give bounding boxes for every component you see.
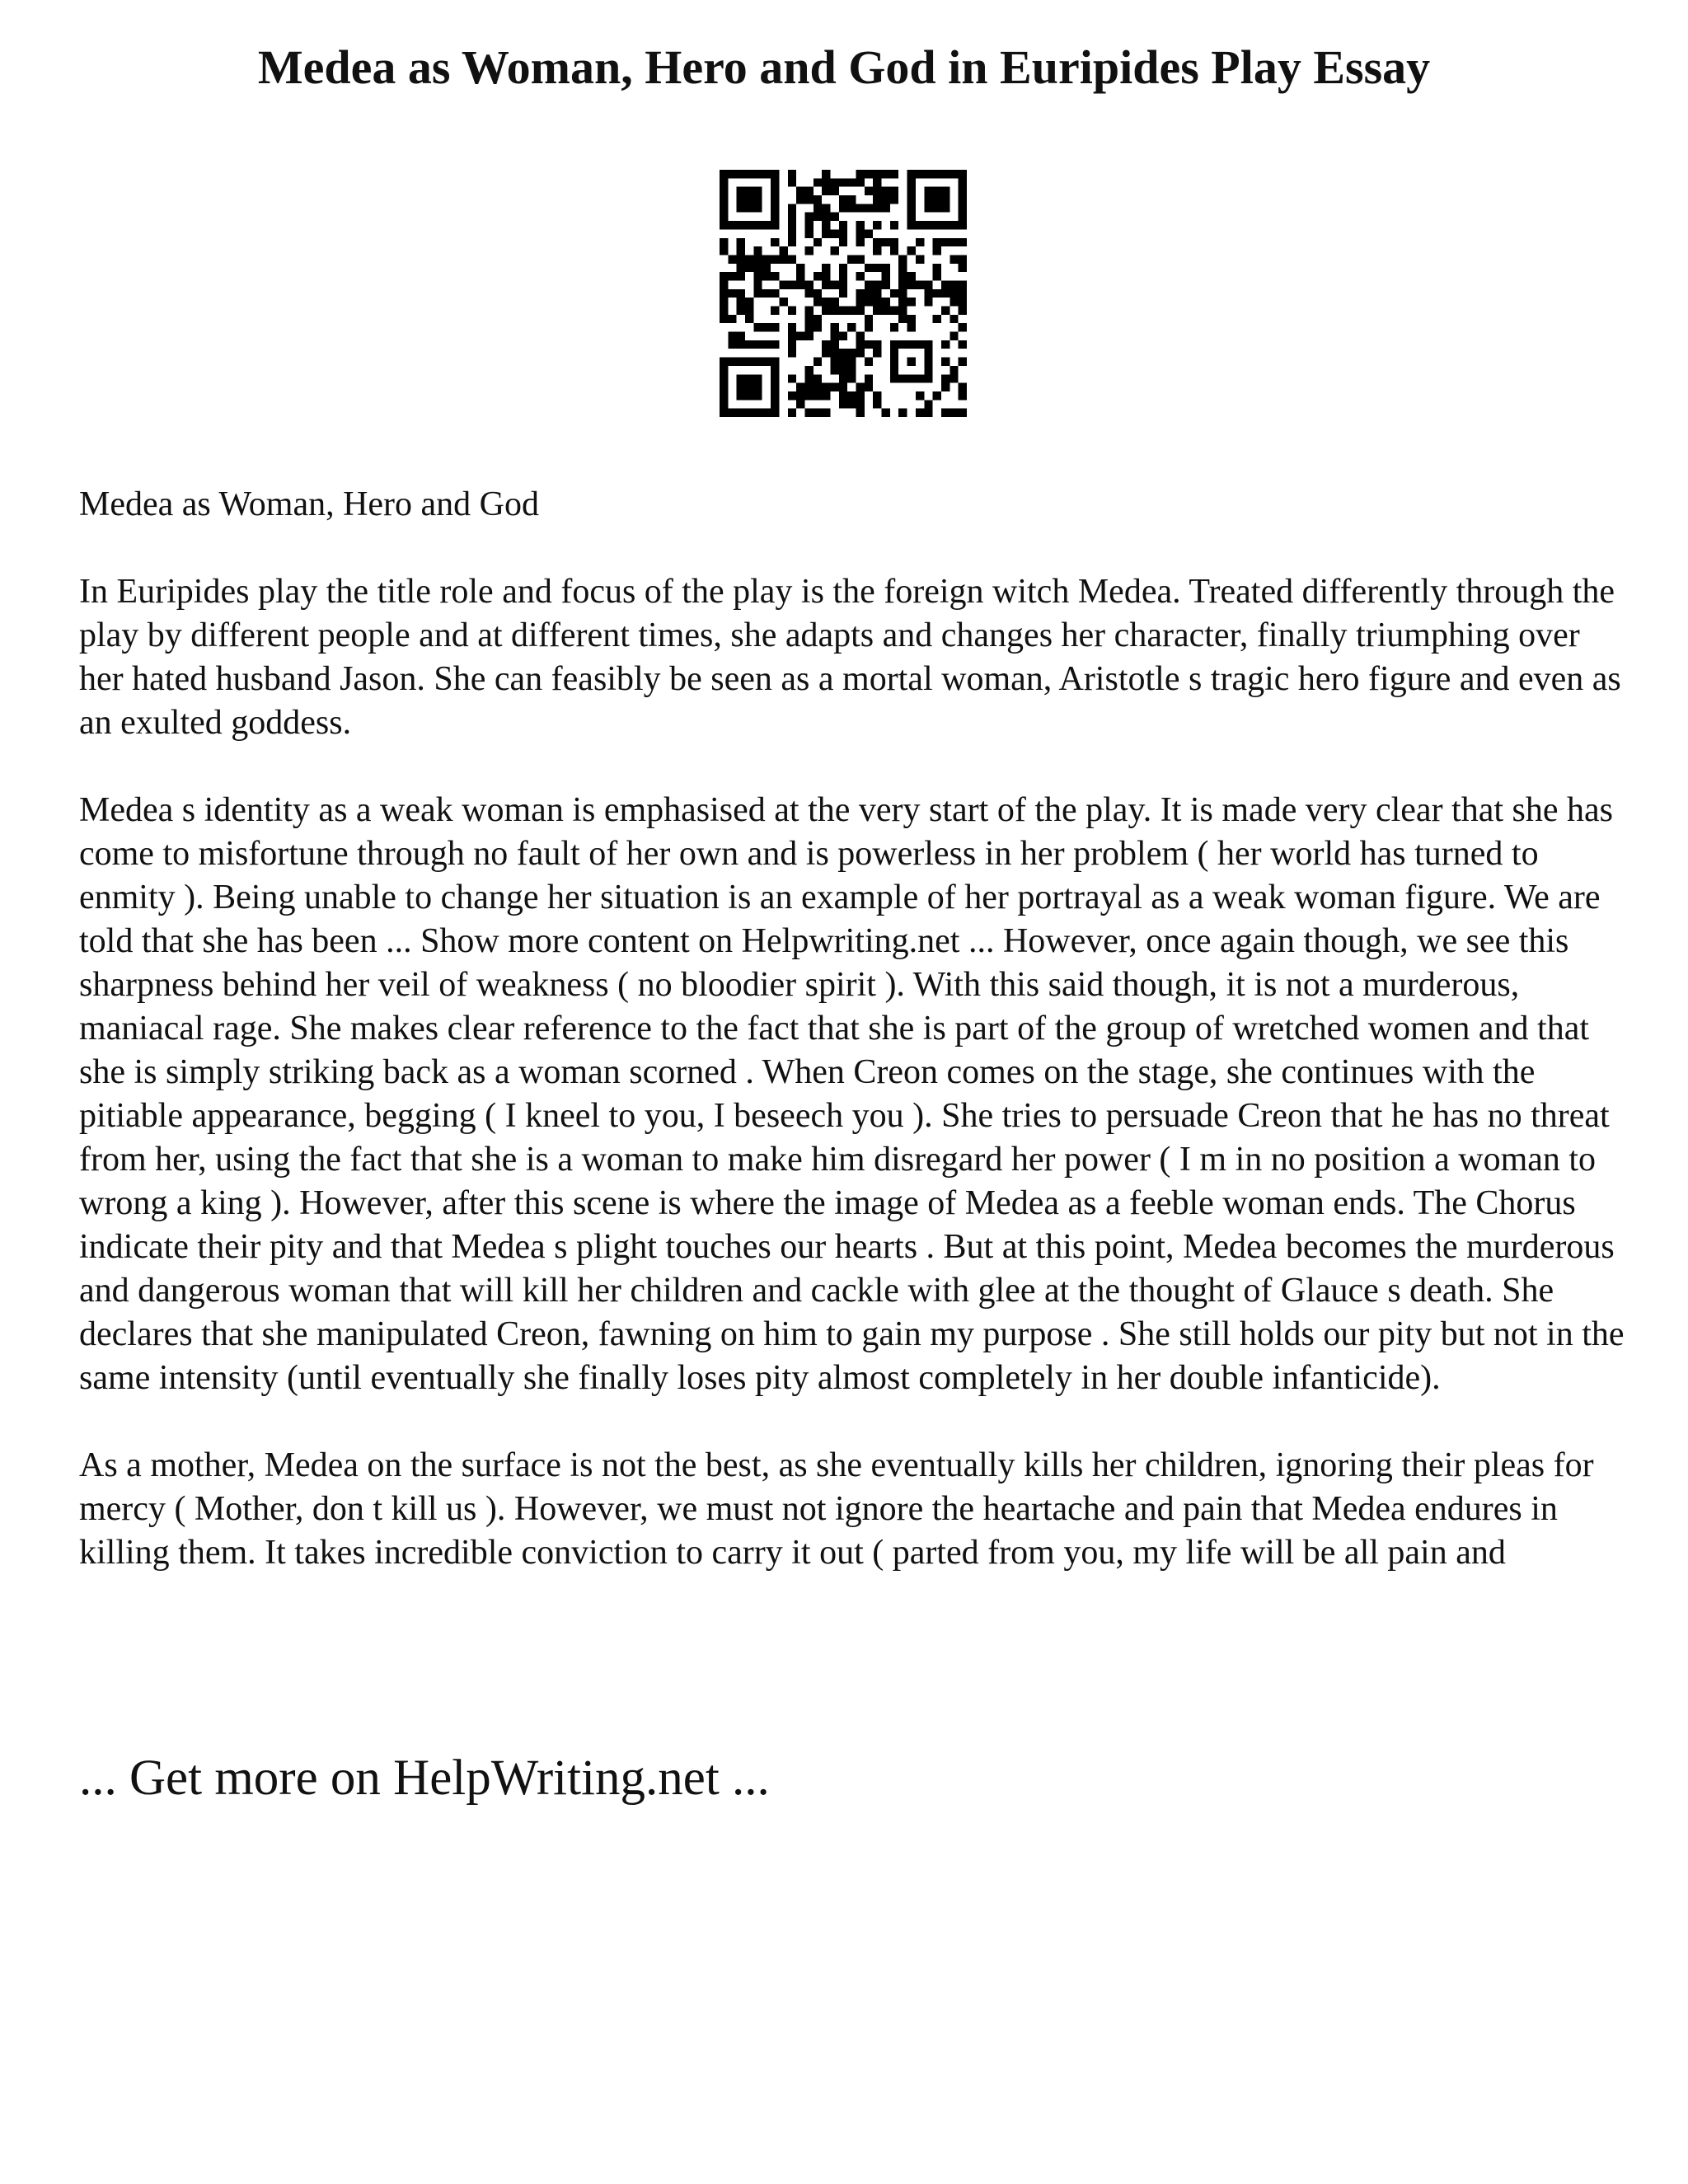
qr-code-icon bbox=[720, 170, 967, 417]
essay-heading: Medea as Woman, Hero and God bbox=[79, 485, 540, 523]
essay-body bbox=[79, 483, 1629, 1619]
get-more-link[interactable]: ... Get more on HelpWriting.net ... bbox=[79, 1750, 770, 1806]
essay-paragraph-3: As a mother, Medea on the surface is not the best, as she eventually kills her children, ignoring their pleas for mercy ( Mother, don t kill us ). However, we must not ignore the heartache and pain that Medea endures in killing them. It takes incredible conviction to carry it out ( parted from you, my life will be all pain and bbox=[79, 1446, 1594, 1572]
document-title: Medea as Woman, Hero and God in Euripides Play Essay bbox=[257, 40, 1431, 94]
essay-paragraph-2: Medea s identity as a weak woman is emphasised at the very start of the play. It is made very clear that she has come to misfortune through no fault of her own and is powerless in her problem ( her world has turned to enmity ). Being unable to change her situation is an example of her portrayal as a weak woman figure. We are told that she has been ... Show more content on Helpwriting.net ... However, once again though, we see this sharpness behind her veil of weakness ( no bloodier spirit ). With this said though, it is not a murderous, maniacal rage. She makes clear reference to the fact that she is part of the group of wretched women and that she is simply striking back as a woman scorned . When Creon comes on the stage, she continues with the pitiable appearance, begging ( I kneel to you, I beseech you ). She tries to persuade Creon that he has no threat from her, using the fact that she is a woman to make him disregard her power ( I m in no position a woman to wrong a king ). However, after this scene is where the image of Medea as a feeble woman ends. The Chorus indicate their pity and that Medea s plight touches our hearts . But at this point, Medea becomes the murderous and dangerous woman that will kill her children and cackle with glee at the thought of Glauce s death. She declares that she manipulated Creon, fawning on him to gain my purpose . She still holds our pity but not in the same intensity (until eventually she finally loses pity almost completely in her double infanticide). bbox=[79, 791, 1625, 1397]
essay-paragraph-1: In Euripides play the title role and focus of the play is the foreign witch Medea. Treated differently through the play by different people and at different times, she adapts and changes her character, finally triumphing over her hated husband Jason. She can feasibly be seen as a mortal woman, Aristotle s tragic hero figure and even as an exulted goddess. bbox=[79, 573, 1621, 742]
